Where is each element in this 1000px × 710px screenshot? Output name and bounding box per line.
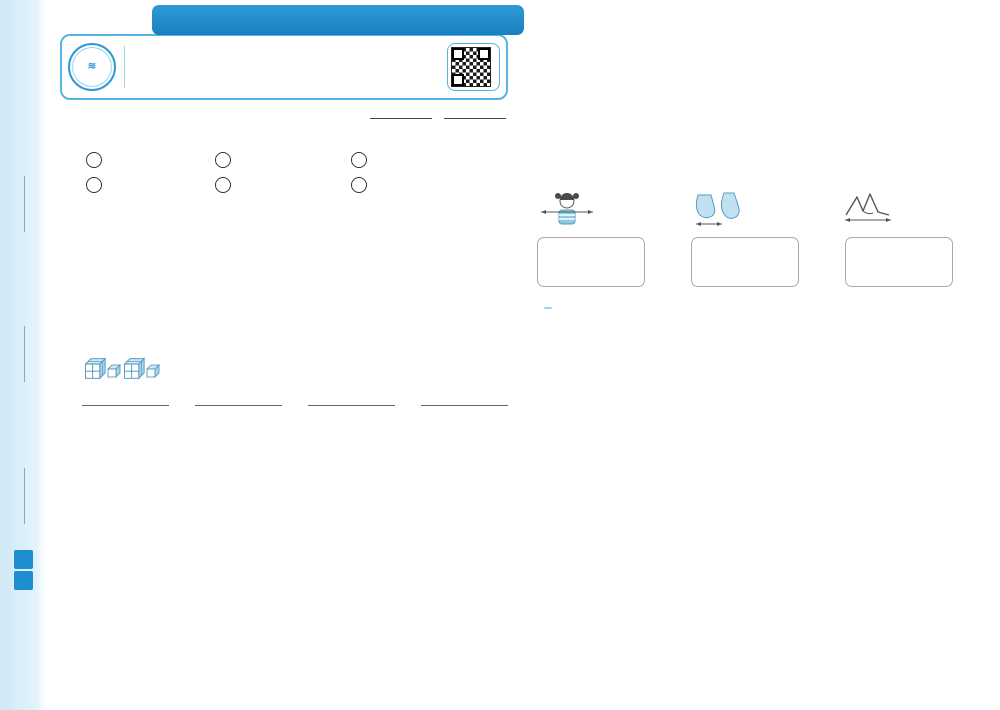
fill-operator-item [82, 152, 211, 170]
page-number [970, 694, 988, 696]
title-divider [124, 46, 125, 88]
stick-option-3 [842, 237, 986, 287]
vertical-brand-logo [7, 548, 39, 590]
answer-blank [421, 394, 508, 406]
fill-operator-item [82, 177, 211, 195]
answer-circle [215, 152, 231, 168]
stick-option-1 [534, 237, 678, 287]
brand-banner [152, 5, 524, 35]
answer-circle [351, 177, 367, 193]
answer-circle [86, 152, 102, 168]
question-2 [60, 127, 508, 149]
paper-meta-line [60, 107, 506, 123]
brand-block [14, 571, 33, 590]
measure-method-options [522, 189, 986, 233]
right-page-column [522, 32, 986, 332]
nail-measure-figure [70, 201, 370, 353]
bottom-wave-decoration [0, 662, 1000, 710]
answer-blank [82, 394, 169, 406]
brand-block [14, 550, 33, 569]
unit-cube-icon [145, 363, 160, 378]
option-hand-span [838, 189, 986, 233]
hand-span-figure [842, 189, 894, 225]
2x2x2-cube-icon [121, 356, 145, 381]
option-foot-step [686, 189, 834, 233]
question-7 [60, 356, 508, 382]
grade-blank-line [444, 107, 506, 119]
stick-option-2 [688, 237, 832, 287]
stick-group-options [522, 237, 986, 287]
answer-circle [215, 177, 231, 193]
class-blank-line [14, 468, 25, 524]
fill-operator-item [347, 152, 508, 170]
nail-ruler-figure [70, 201, 370, 351]
subject-fusion-badge [544, 307, 552, 309]
stick-box [845, 237, 953, 287]
worn-ruler-figure-wrap [522, 35, 986, 185]
operator-fill-grid [60, 152, 508, 195]
paper-title-box [60, 34, 508, 100]
answer-blank-row [60, 394, 508, 406]
answer-circle [351, 152, 367, 168]
answer-circle [86, 177, 102, 193]
right-wave-decoration [985, 18, 997, 678]
fill-operator-item [211, 177, 347, 195]
grade-field [444, 107, 506, 123]
qr-panel [447, 43, 500, 91]
date-blank-line [14, 176, 25, 232]
section2-question-4 [522, 295, 986, 317]
brand-logo-badge [68, 43, 116, 91]
name-field [14, 326, 28, 382]
qr-code-icon [451, 47, 491, 87]
fill-operator-item [211, 152, 347, 170]
answer-blank [308, 394, 395, 406]
fill-operator-item [347, 177, 508, 195]
foot-step-figure [690, 189, 744, 229]
left-page-column [60, 34, 508, 415]
score-field [370, 107, 432, 123]
2x2x2-cube-icon [82, 356, 106, 381]
ruler-figures-row [60, 201, 508, 353]
answer-blank [195, 394, 282, 406]
class-field [14, 468, 28, 524]
score-blank-line [370, 107, 432, 119]
arm-span-figure [538, 189, 596, 233]
worn-ruler-figure [604, 35, 904, 185]
stick-box [691, 237, 799, 287]
unit-cube-icon [106, 363, 121, 378]
option-arm-span [534, 189, 682, 233]
stick-box [537, 237, 645, 287]
name-blank-line [14, 326, 25, 382]
date-field [14, 176, 28, 232]
